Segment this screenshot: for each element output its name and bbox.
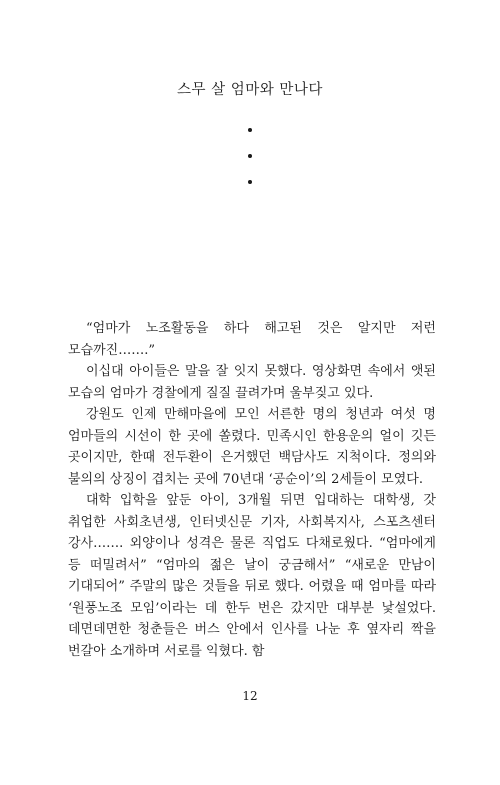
paragraph: 강원도 인제 만해마을에 모인 서른한 명의 청년과 여섯 명 엄마들의 시선이 한 곳에 쏠렸다. 민족시인 한용운의 얼이 깃든 곳이지만, 한때 전두환이 은거했던 백담사도 지척이다. 정의와 불의의 상징이 겹치는 곳에 70년대 ‘공순이’의 2세들이 모였다. <box>68 407 436 487</box>
paragraph: 대학 입학을 앞둔 아이, 3개월 뒤면 입대하는 대학생, 갓 취업한 사회초년생, 인터넷신문 기자, 사회복지사, 스포츠센터 강사……. 외양이나 성격은 물론 직업도 다채로웠다. “엄마에게 등 떠밀려서” “엄마의 젊은 날이 궁금해서” “새로운 만남이 기대되어” 주말의 많은 것들을 뒤로 했다. 어렸을 때 엄마를 따라 ‘원풍노조 모임’이라는 데 한두 번은 갔지만 대부분 낯설었다. 데면데면한 청춘들은 버스 안에서 인사를 나눈 후 옆자리 짝을 번갈아 소개하며 서로를 익혔다. 함 <box>68 493 436 659</box>
ornament-dot <box>248 180 252 184</box>
paragraph: “엄마가 노조활동을 하다 해고된 것은 알지만 저런 모습까진…….” <box>68 321 436 358</box>
page-number: 12 <box>242 689 258 703</box>
chapter-title: 스무 살 엄마와 만나다 <box>177 82 323 98</box>
paragraph: 이십대 아이들은 말을 잘 잇지 못했다. 영상화면 속에서 앳된 모습의 엄마가 경찰에게 질질 끌려가며 울부짖고 있다. <box>68 364 436 401</box>
body-text <box>68 318 436 662</box>
ornament-dot <box>248 154 252 158</box>
section-ornament <box>0 128 500 206</box>
ornament-dot <box>248 128 252 132</box>
